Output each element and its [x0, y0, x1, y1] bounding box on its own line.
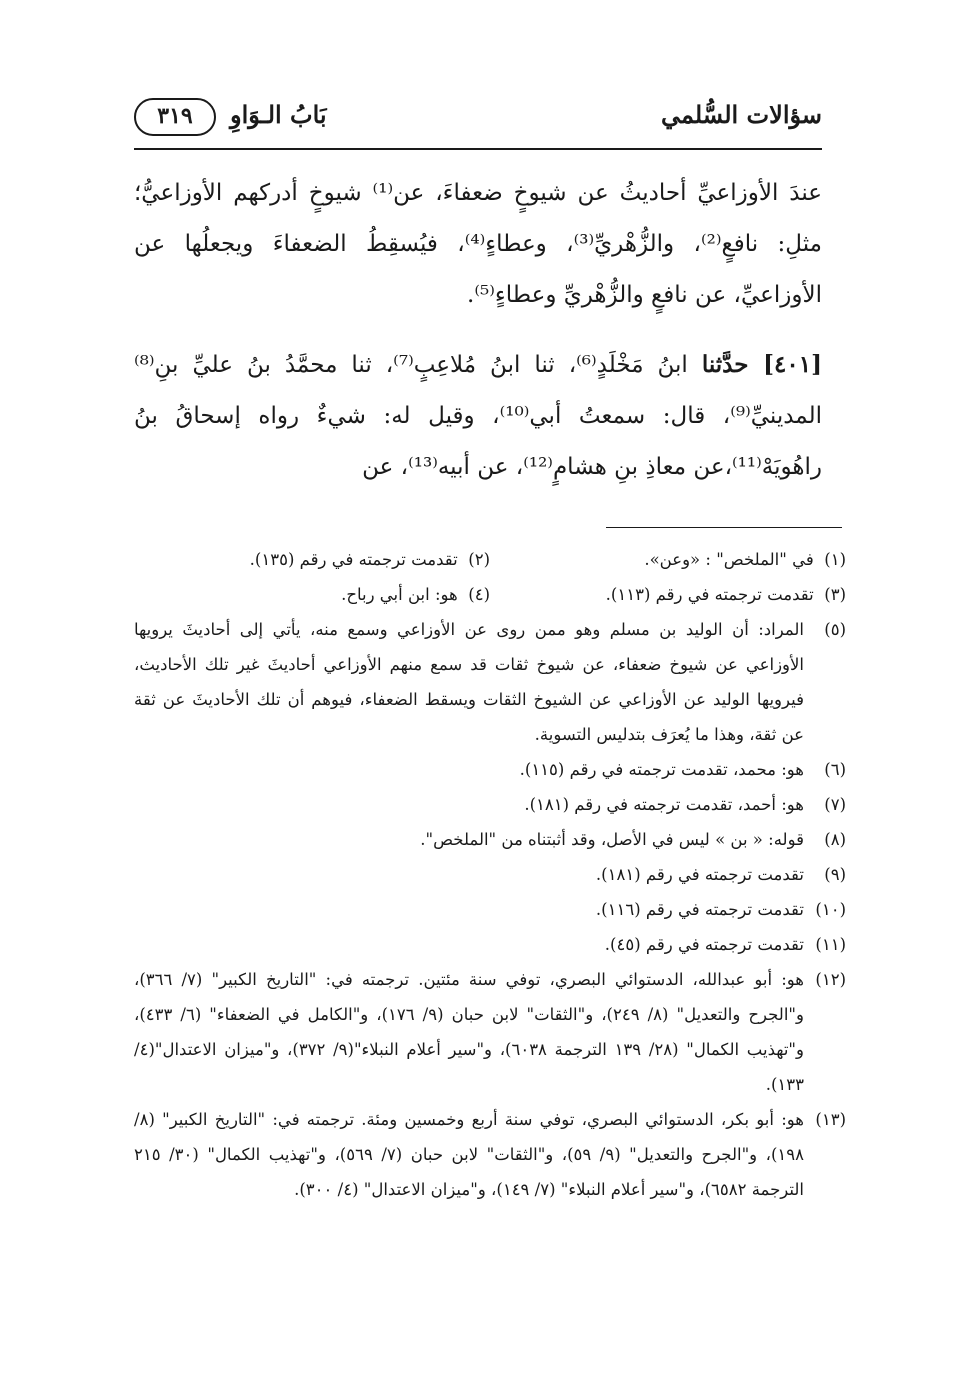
footnote-text: هو: أبو عبدالله، الدستوائي البصري، توفي سنة مئتين. ترجمته في: "التاريخ الكبير" (٧/ ٣٦٦)، و"الجرح والتعديل" (٨/ ٢٤٩)، و"الثقات" لابن حبان (٩/ ١٧٦)، و"الكامل في الضعفاء" (٦/ ٤٣٣)، و"تهذيب الكمال" (٢٨/ ١٣٩ الترجمة ٦٠٣٨)، و"سير أعلام النبلاء"(٩/ ٣٧٢)، و"ميزان الاعتدال"(٤/ ١٣٣). — [134, 970, 804, 1094]
hadith-label: [٤٠١] حدَّثنا — [701, 351, 822, 378]
footnote — [134, 1102, 846, 1207]
footnote-rule — [606, 527, 842, 528]
footnote-number: (٧) — [824, 795, 846, 814]
footnote — [134, 962, 846, 1102]
footnote-text: تقدمت ترجمته في رقم (١٣٥). — [249, 550, 458, 569]
footnote-text: هو: أحمد، تقدمت ترجمته في رقم (١٨١). — [524, 795, 804, 814]
footnotes — [134, 542, 846, 1207]
chapter-title: بَابُ الـوَاوِ — [230, 100, 327, 129]
footnote-text: هو: أبو بكر، الدستوائي البصري، توفي سنة أربع وخمسين ومئة. ترجمته في: "التاريخ الكبير" (٨/ ١٩٨)، و"الجرح والتعديل" (٩/ ٥٩)، و"الثقات" لابن حبان (٧/ ٥٦٩)، و"تهذيب الكمال" (٣٠/ ٢١٥ الترجمة ٦٥٨٢)، و"سير أعلام النبلاء" (٧/ ١٤٩)، و"ميزان الاعتدال" (٤/ ٣٠٠). — [134, 1110, 804, 1199]
running-header — [134, 98, 822, 146]
footnote-number: (٩) — [824, 865, 846, 884]
footnote-text: تقدمت ترجمته في رقم (١١٦). — [595, 900, 804, 919]
hadith-text: ابنُ مَخْلَدٍ⁽⁶⁾، ثنا ابنُ مُلاعِبٍ⁽⁷⁾، ثنا محمَّدُ بنُ عليِّ بنِ⁽⁸⁾ المدينيِّ⁽⁹⁾، قال: سمعتُ أبي⁽¹⁰⁾، وقيل له: شيءٌ رواه إسحاقُ بنُ راهُويَهْ⁽¹¹⁾،عن معاذِ بنِ هشامٍ⁽¹²⁾، عن أبيه⁽¹³⁾، عن — [134, 352, 823, 480]
footnote-number: (١) — [824, 550, 846, 569]
footnote-number: (١١) — [815, 935, 846, 954]
footnote-number: (١٢) — [815, 970, 846, 989]
footnote — [134, 752, 846, 787]
footnote-text: قوله: « بن » ليس في الأصل، وقد أثبتناه من "الملخص". — [420, 830, 804, 849]
footnote-number: (٨) — [824, 830, 846, 849]
footnote-text: تقدمت ترجمته في رقم (١٨١). — [595, 865, 804, 884]
footnote-text: في "الملخص" : «وعن». — [644, 550, 814, 569]
footnote — [134, 927, 846, 962]
footnote-text: هو: ابن أبي رباح. — [341, 585, 458, 604]
footnote-number: (١٠) — [815, 900, 846, 919]
footnote-number: (١٣) — [815, 1110, 846, 1129]
page-number: ٣١٩ — [134, 98, 216, 136]
footnote — [134, 892, 846, 927]
footnote — [134, 787, 846, 822]
footnote — [134, 822, 846, 857]
footnote-text: تقدمت ترجمته في رقم (٤٥). — [604, 935, 804, 954]
footnote-number: (٢) — [468, 550, 490, 569]
book-title: سؤالات السُّلمي — [660, 100, 822, 129]
footnote-number: (٣) — [824, 585, 846, 604]
footnote-text: تقدمت ترجمته في رقم (١١٣). — [605, 585, 814, 604]
footnote — [134, 857, 846, 892]
header-rule — [134, 148, 822, 150]
footnote — [134, 612, 846, 752]
main-text — [134, 168, 822, 493]
footnote-number: (٥) — [824, 620, 846, 639]
footnote-number: (٤) — [468, 585, 490, 604]
footnote-text: هو: محمد، تقدمت ترجمته في رقم (١١٥). — [519, 760, 804, 779]
paragraph: عندَ الأوزاعيِّ أحاديثُ عن شيوخٍ ضعفاءَ، عن⁽¹⁾ شيوخٍ أدركهم الأوزاعيُّ؛ مثلِ: نافعٍ⁽²⁾، والزُّهْريِّ⁽³⁾، وعطاءٍ⁽⁴⁾، فيُسقِطُ الضعفاءَ ويجعلُها عن الأوزاعيِّ، عن نافعٍ والزُّهْريِّ وعطاءٍ⁽⁵⁾. — [134, 180, 823, 308]
footnote-text: المراد: أن الوليد بن مسلم وهو ممن روى عن الأوزاعي وسمع منه، يأتي إلى أحاديثَ يرويها الأوزاعي عن شيوخ ضعفاء، عن شيوخ ثقات قد سمع منهم الأوزاعي أحاديثَ غير تلك الأحاديث، فيرويها الوليد عن الأوزاعي عن الشيوخ الثقات ويسقط الضعفاء، فيوهم أن تلك الأحاديثَ عن ثقة عن ثقة، وهذا ما يُعرَف بتدليس التسوية. — [134, 620, 804, 744]
footnote-number: (٦) — [824, 760, 846, 779]
paragraph — [134, 339, 822, 493]
